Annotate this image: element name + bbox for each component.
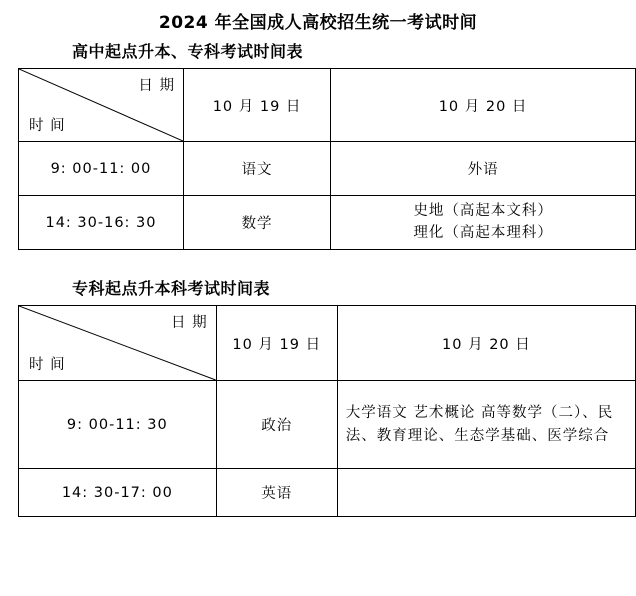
column-header-day1: 10 月 19 日 [216, 306, 337, 381]
subject-cell: 外语 [331, 142, 636, 196]
corner-time-label: 时 间 [29, 118, 66, 134]
subject-cell [337, 469, 635, 517]
subject-cell: 语文 [183, 142, 330, 196]
corner-header-cell [19, 69, 184, 142]
row-time-label: 14: 30-16: 30 [19, 196, 184, 250]
row-time-label: 9: 00-11: 30 [19, 381, 217, 469]
document-page [0, 8, 636, 596]
page-title: 2024 年全国成人高校招生统一考试时间 [158, 13, 478, 33]
subject-cell: 数学 [183, 196, 330, 250]
table-row [19, 142, 636, 196]
corner-date-label: 日 期 [138, 78, 175, 94]
section-1-heading: 高中起点升本、专科考试时间表 [72, 42, 304, 61]
table-row [19, 469, 636, 517]
exam-schedule-table-1 [18, 68, 636, 250]
table-row [19, 381, 636, 469]
corner-date-label: 日 期 [171, 315, 208, 331]
exam-schedule-table-2 [18, 305, 636, 517]
subject-cell: 史地（高起本文科） 理化（高起本理科） [331, 196, 636, 250]
table-row [19, 196, 636, 250]
section-2-heading: 专科起点升本科考试时间表 [72, 279, 271, 298]
subject-cell: 政治 [216, 381, 337, 469]
corner-header-cell [19, 306, 217, 381]
corner-time-label: 时 间 [29, 357, 66, 373]
row-time-label: 9: 00-11: 00 [19, 142, 184, 196]
subject-cell: 英语 [216, 469, 337, 517]
subject-cell: 大学语文 艺术概论 高等数学（二）、民法、教育理论、生态学基础、医学综合 [337, 381, 635, 469]
table-header-row [19, 306, 636, 381]
row-time-label: 14: 30-17: 00 [19, 469, 217, 517]
table-header-row [19, 69, 636, 142]
column-header-day1: 10 月 19 日 [183, 69, 330, 142]
column-header-day2: 10 月 20 日 [337, 306, 635, 381]
column-header-day2: 10 月 20 日 [331, 69, 636, 142]
